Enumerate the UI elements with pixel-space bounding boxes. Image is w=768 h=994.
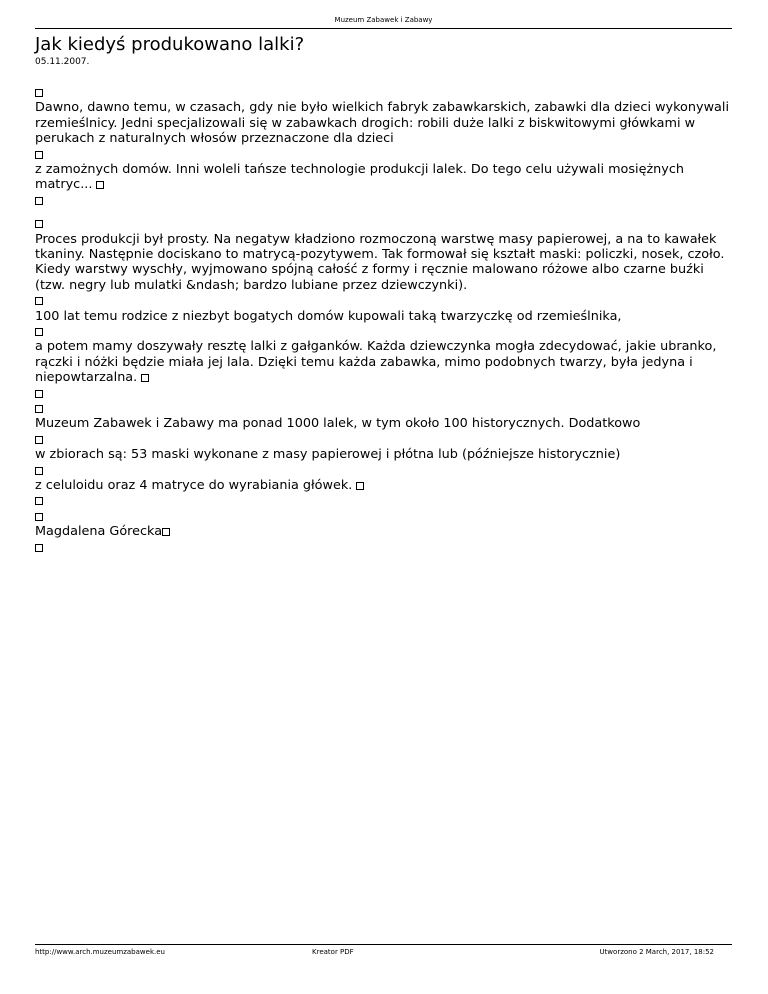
missing-glyph-icon — [35, 297, 43, 305]
paragraph-2a: Proces produkcji był prosty. Na negatyw kładziono rozmoczoną warstwę masy papierowej, a na to kawałek tkaniny. Następnie dociskano to matrycą-pozytywem. Tak formował się kształt maski: policzki, nosek, czoło. Kiedy warstwy wyschły, wyjmowano spójną całość z formy i ręcznie malowano różowe albo czarne buźki (tzw. negry lub mulatki &ndash; bardzo lubiane przez dziewczynki). — [35, 231, 725, 293]
missing-glyph-icon — [96, 181, 104, 189]
missing-glyph-icon — [35, 328, 43, 336]
article-title: Jak kiedyś produkowano lalki? — [35, 34, 305, 55]
missing-glyph-icon — [35, 151, 43, 159]
footer-created: Utworzono 2 March, 2017, 18:52 — [599, 948, 714, 956]
missing-glyph-icon — [35, 89, 43, 97]
missing-glyph-icon — [35, 405, 43, 413]
missing-glyph-icon — [35, 513, 43, 521]
missing-glyph-icon — [35, 467, 43, 475]
footer-url: http://www.arch.muzeumzabawek.eu — [35, 948, 165, 956]
paragraph-3c: z celuloidu oraz 4 matryce do wyrabiania główek. — [35, 478, 732, 493]
missing-glyph-icon — [35, 544, 43, 552]
missing-glyph-icon — [35, 436, 43, 444]
missing-glyph-icon — [162, 528, 170, 536]
paragraph-3a: Muzeum Zabawek i Zabawy ma ponad 1000 lalek, w tym około 100 historycznych. Dodatkowo — [35, 416, 641, 432]
article-date: 05.11.2007. — [35, 57, 90, 67]
missing-glyph-icon — [35, 220, 43, 228]
missing-glyph-icon — [35, 390, 43, 398]
footer-generator: Kreator PDF — [312, 948, 354, 956]
author-line — [35, 524, 732, 539]
author-name: Magdalena Górecka — [35, 524, 163, 540]
missing-glyph-icon — [35, 497, 43, 505]
site-name: Muzeum Zabawek i Zabawy — [334, 16, 433, 24]
missing-glyph-icon — [141, 374, 149, 382]
page-header — [35, 14, 732, 29]
page-footer — [35, 944, 732, 957]
missing-glyph-icon — [35, 197, 43, 205]
paragraph-1b: z zamożnych domów. Inni woleli tańsze technologie produkcji lalek. Do tego celu używali mosiężnych matryc... — [35, 162, 685, 193]
paragraph-3b: w zbiorach są: 53 maski wykonane z masy papierowej i płótna lub (późniejsze historycznie) — [35, 447, 621, 463]
missing-glyph-icon — [356, 482, 364, 490]
paragraph-1a: Dawno, dawno temu, w czasach, gdy nie było wielkich fabryk zabawkarskich, zabawki dla dzieci wykonywali rzemieślnicy. Jedni specjalizowali się w zabawkach drogich: robili duże lalki z biskwitowymi główkami w perukach z naturalnych włosów przeznaczone dla dzieci — [35, 100, 729, 147]
paragraph-2b: 100 lat temu rodzice z niezbyt bogatych domów kupowali taką twarzyczkę od rzemieślnika, — [35, 308, 622, 324]
article-body — [35, 85, 732, 555]
paragraph-2c: a potem mamy doszywały resztę lalki z gałganków. Każda dziewczynka mogła zdecydować, jakie ubranko, rączki i nóżki będzie miała jej lala. Dzięki temu każda zabawka, mimo podobnych twarzy, była jedyna i niepowtarzalna. — [35, 339, 717, 386]
article — [35, 33, 732, 555]
